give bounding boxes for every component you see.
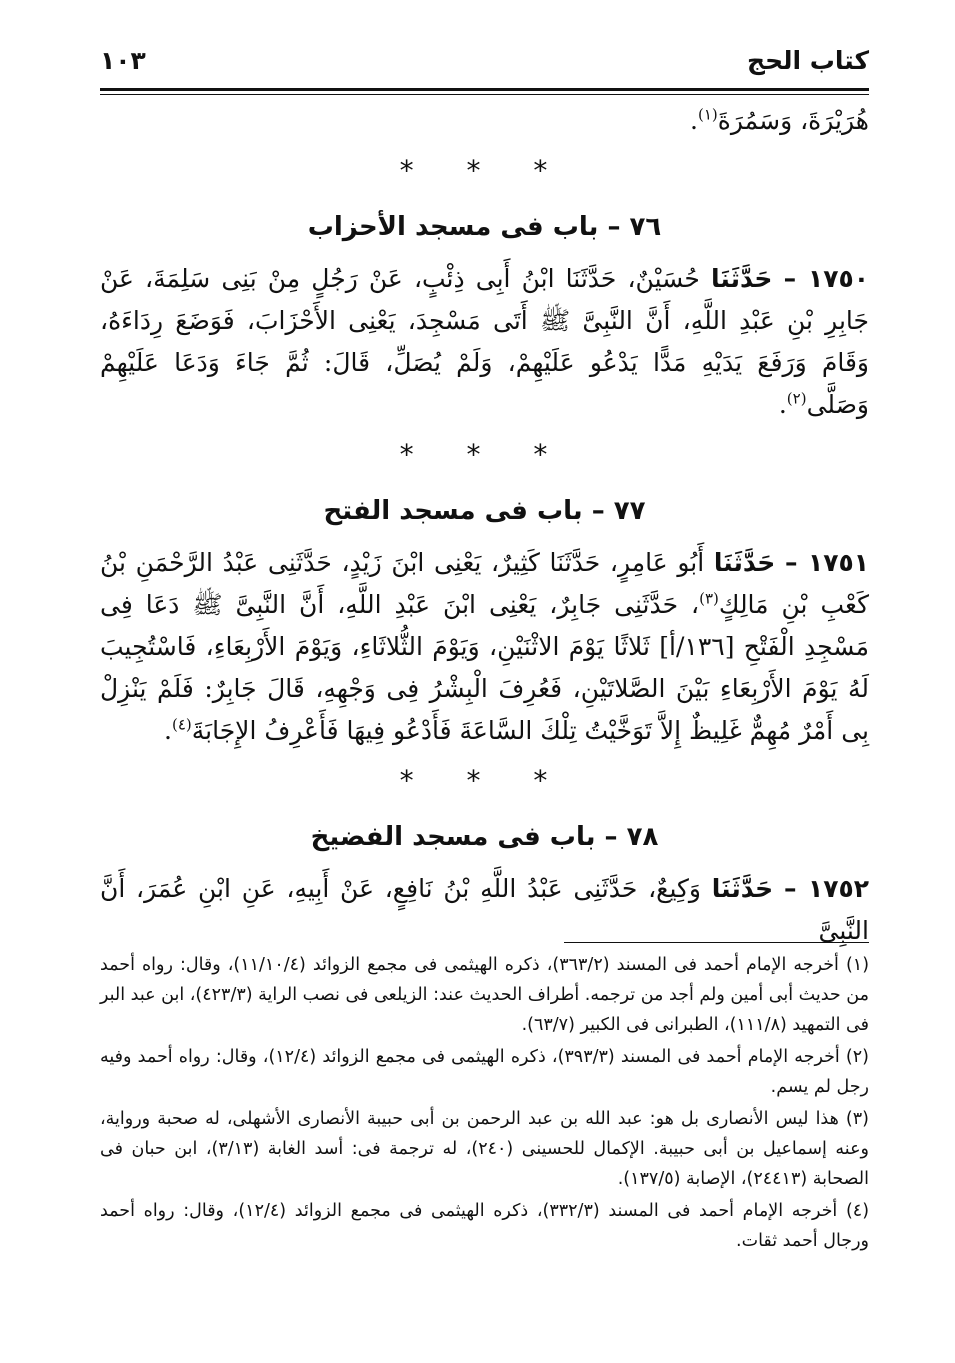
hadith-number: ١٧٥٠ – [783, 264, 869, 293]
header-rule [100, 88, 869, 91]
hadith-text-continued: ، حَدَّثَنِى جَابِرٌ، يَعْنِى ابْنَ عَبْدِ اللَّهِ، أَنَّ النَّبِىَّ ﷺ دَعَا فِى مَسْجِدِ الْفَتْحِ [١٣٦/أ] ثَلاثًا يَوْمَ الاثْنَيْنِ، وَيَوْمَ الثُّلاثَاءِ، وَيَوْمَ الأَرْبِعَاءِ، فَاسْتُجِيبَ لَهُ يَوْمَ الأَرْبِعَاءِ بَيْنَ الصَّلاتَيْنِ، فَعُرِفَ الْبِشْرُ فِى وَجْهِهِ، قَالَ جَابِرٌ: فَلَمْ يَنْزِلْ بِى أَمْرٌ مُهِمٌّ غَلِيظٌ إِلاَّ تَوَخَّيْتُ تِلْكَ السَّاعَةَ فَأَدْعُو فِيهَا فَأَعْرِفُ الإِجَابَةَ [100, 590, 869, 745]
footnote-ref: (١) [698, 105, 718, 124]
continuation-text: هُرَيْرَةَ، وَسَمُرَةَ [717, 106, 869, 135]
hadith-number: ١٧٥٢ – [783, 874, 869, 903]
hadith-opening: حَدَّثَنَا [711, 874, 774, 903]
hadith-paragraph: ١٧٥٠ – حَدَّثَنَا حُسَيْنٌ، حَدَّثَنَا ابْنُ أَبِى ذِئْبٍ، عَنْ رَجُلٍ مِنْ بَنِى سَلِمَةَ، عَنْ جَابِرِ بْنِ عَبْدِ اللَّهِ، أَنَّ النَّبِىَّ ﷺ أَتَى مَسْجِدَ، يَعْنِى الأَحْزَابَ، فَوَضَعَ رِدَاءَهُ، وَقَامَ وَرَفَعَ يَدَيْهِ مَدًّا يَدْعُو عَلَيْهِمْ، وَلَمْ يُصَلِّ، قَالَ: ثُمَّ جَاءَ وَدَعَا عَلَيْهِمْ وَصَلَّى$^{(٢)}$. [100, 264, 869, 419]
footnotes [100, 950, 869, 1258]
section-separator: * * * [399, 764, 570, 797]
footnote: (٢) أخرجه الإمام أحمد فى المسند (٣٩٣/٣)، ذكره الهيثمى فى مجمع الزوائد (١٢/٤)، وقال: رواه أحمد وفيه رجل لم يسم. [100, 1047, 869, 1097]
hadith-text: حُسَيْنٌ، حَدَّثَنَا ابْنُ أَبِى ذِئْبٍ، عَنْ رَجُلٍ مِنْ بَنِى سَلِمَةَ، عَنْ جَابِرِ بْنِ عَبْدِ اللَّهِ، أَنَّ النَّبِىَّ ﷺ أَتَى مَسْجِدَ، يَعْنِى الأَحْزَابَ، فَوَضَعَ رِدَاءَهُ، وَقَامَ وَرَفَعَ يَدَيْهِ مَدًّا يَدْعُو عَلَيْهِمْ، وَلَمْ يُصَلِّ، قَالَ: ثُمَّ جَاءَ وَدَعَا عَلَيْهِمْ وَصَلَّى [100, 264, 869, 419]
section-separator: * * * [399, 154, 570, 187]
footnote-ref: (٣) [699, 589, 719, 608]
header-rule-thin [100, 94, 869, 95]
hadith-number: ١٧٥١ – [785, 548, 869, 577]
hadith-text: أَبُو عَامِرٍ، حَدَّثَنَا كَثِيرٌ، يَعْنِى ابْنَ زَيْدٍ، حَدَّثَنِى عَبْدُ الرَّحْمَنِ بْنُ كَعْبِ بْنِ مَالِكٍ [100, 548, 869, 619]
chapter-heading: ٧٦ – باب فى مسجد الأحزاب [307, 212, 662, 242]
continuation-line: هُرَيْرَةَ، وَسَمُرَةَ$^{(١)}$. [690, 105, 869, 135]
running-title: كتاب الحج [747, 46, 869, 75]
hadith-paragraph: ١٧٥١ – حَدَّثَنَا أَبُو عَامِرٍ، حَدَّثَنَا كَثِيرٌ، يَعْنِى ابْنَ زَيْدٍ، حَدَّثَنِى عَبْدُ الرَّحْمَنِ بْنُ كَعْبِ بْنِ مَالِكٍ$^{(٣)}$، حَدَّثَنِى جَابِرٌ، يَعْنِى ابْنَ عَبْدِ اللَّهِ، أَنَّ النَّبِىَّ ﷺ دَعَا فِى مَسْجِدِ الْفَتْحِ [١٣٦/أ] ثَلاثًا يَوْمَ الاثْنَيْنِ، وَيَوْمَ الثُّلاثَاءِ، وَيَوْمَ الأَرْبِعَاءِ، فَاسْتُجِيبَ لَهُ يَوْمَ الأَرْبِعَاءِ بَيْنَ الصَّلاتَيْنِ، فَعُرِفَ الْبِشْرُ فِى وَجْهِهِ، قَالَ جَابِرٌ: فَلَمْ يَنْزِلْ بِى أَمْرٌ مُهِمٌّ غَلِيظٌ إِلاَّ تَوَخَّيْتُ تِلْكَ السَّاعَةَ فَأَدْعُو فِيهَا فَأَعْرِفُ الإِجَابَةَ$^{(٤)}$. [100, 548, 869, 745]
chapter-heading: ٧٧ – باب فى مسجد الفتح [323, 496, 646, 526]
page-number: ١٠٣ [100, 46, 146, 75]
footnote-ref: (٢) [786, 389, 807, 408]
hadith-opening: حَدَّثَنَا [713, 548, 776, 577]
hadith-text: وَكِيعٌ، حَدَّثَنِى عَبْدُ اللَّهِ بْنُ نَافِعٍ، عَنْ أَبِيهِ، عَنِ ابْنِ عُمَرَ، أَنَّ النَّبِىَّ [100, 874, 869, 945]
page-header [100, 40, 869, 84]
chapter-heading: ٧٨ – باب فى مسجد الفضيخ [310, 822, 659, 852]
footnote: (١) أخرجه الإمام أحمد فى المسند (٣٦٣/٢)، ذكره الهيثمى فى مجمع الزوائد (١١/١٠/٤)، وقال: رواه أحمد من حديث أبى أمين ولم أجد من ترجمه. أطراف الحديث عند: الزيلعى فى نصب الراية (٤٢٣/٣)، ابن عبد البر فى التمهيد (١١١/٨)، الطبرانى فى الكبير (٦٣/٧). [99, 955, 870, 1035]
footnote-rule [564, 942, 869, 943]
hadith-opening: حَدَّثَنَا [711, 264, 773, 293]
main-text [100, 100, 869, 952]
footnote: (٤) أخرجه الإمام أحمد فى المسند (٣٣٢/٣)، ذكره الهيثمى فى مجمع الزوائد (١٢/٤)، وقال: رواه أحمد ورجال أحمد ثقات. [100, 1201, 870, 1251]
footnote: (٣) هذا ليس الأنصارى بل هو: عبد الله بن عبد الرحمن بن أبى حبيبة الأنصارى الأشهلى، له صحبة ورواية، وعنه إسماعيل بن أبى حبيبة. الإكمال للحسينى (٢٤٠)، له ترجمة فى: أسد الغابة (٣/١٣)، ابن حبان فى الصحابة (٢٤٤١٣)، الإصابة (١٣٧/٥). [100, 1109, 869, 1189]
section-separator: * * * [399, 438, 570, 471]
footnote-ref: (٤) [171, 715, 192, 734]
hadith-paragraph [100, 868, 869, 952]
